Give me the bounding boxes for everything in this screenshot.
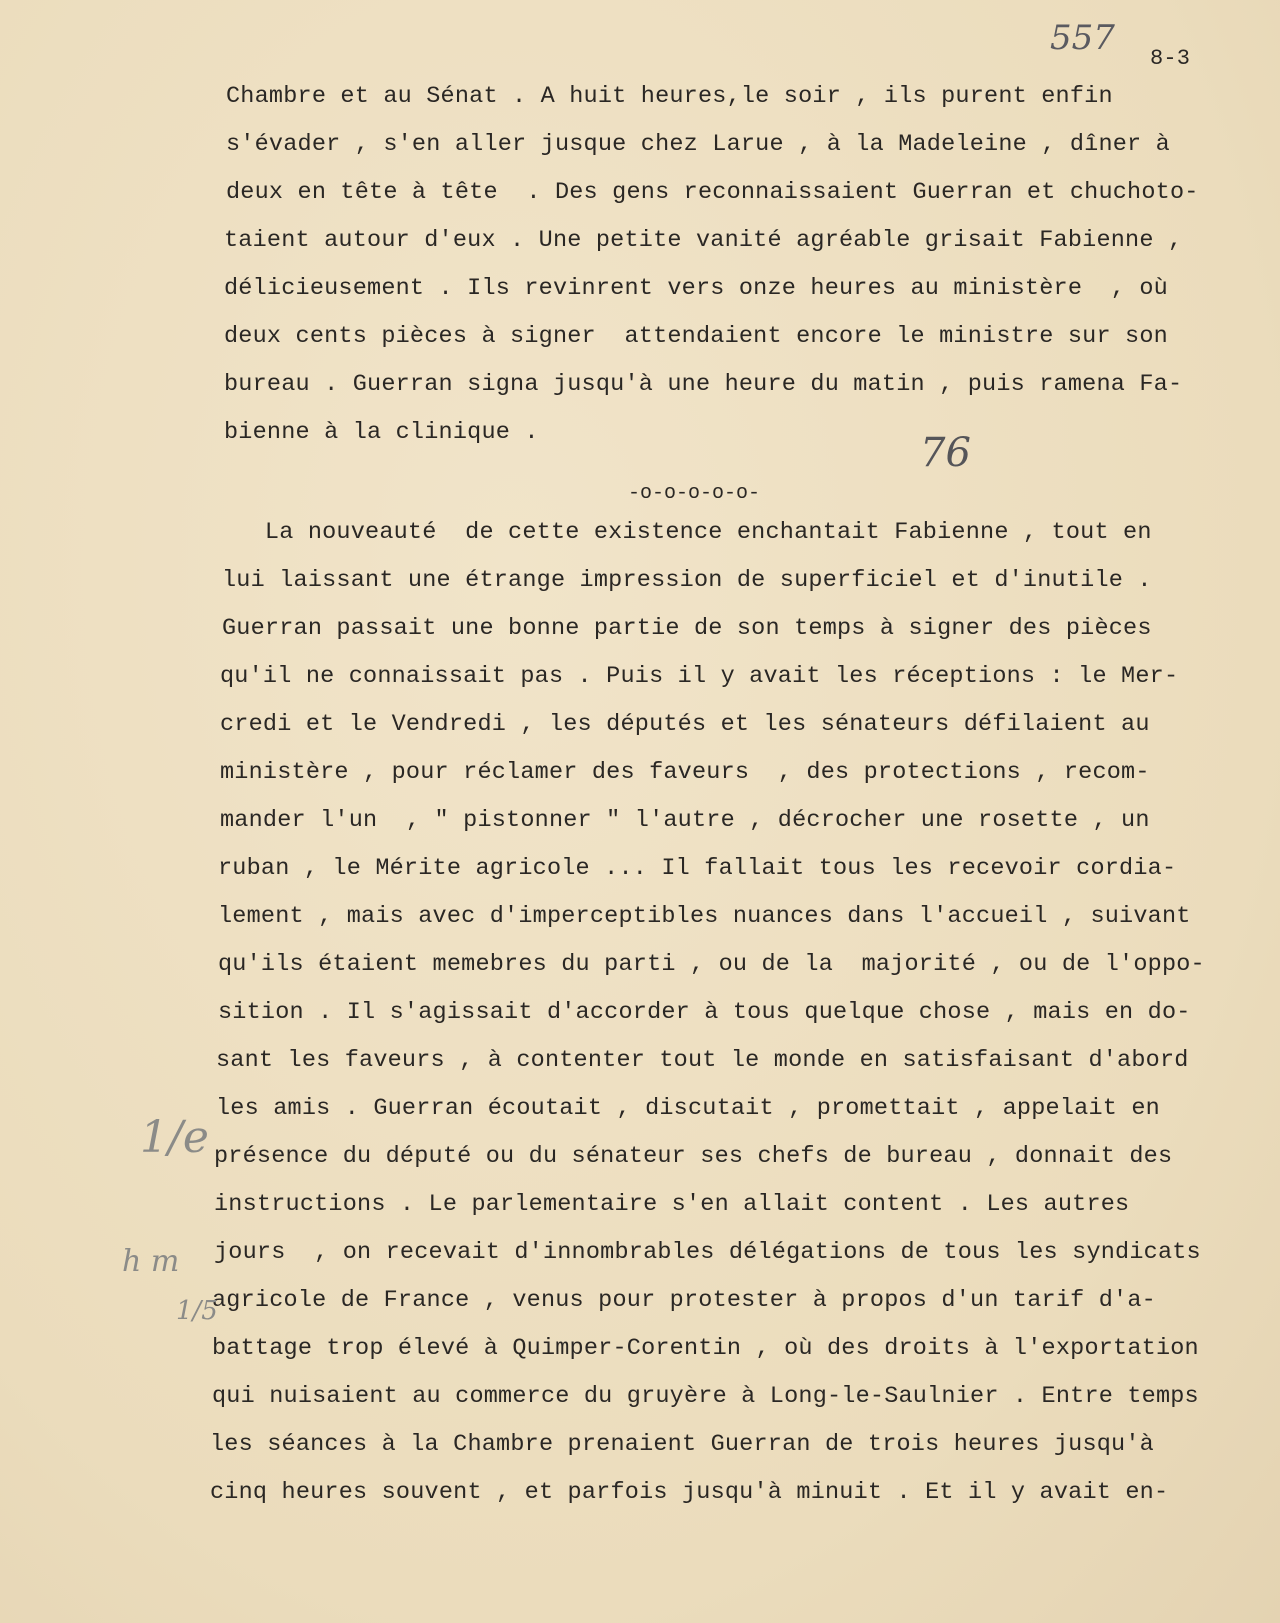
text-line: jours , on recevait d'innombrables délégations de tous les syndicats xyxy=(214,1239,1201,1266)
text-line: Chambre et au Sénat . A huit heures,le soir , ils purent enfin xyxy=(226,83,1113,110)
text-line: instructions . Le parlementaire s'en allait content . Les autres xyxy=(214,1191,1130,1218)
text-line: qui nuisaient au commerce du gruyère à Long-le-Saulnier . Entre temps xyxy=(212,1383,1199,1410)
text-line: La nouveauté de cette existence enchantait Fabienne , tout en xyxy=(222,519,1152,546)
text-line: les amis . Guerran écoutait , discutait , promettait , appelait en xyxy=(216,1095,1160,1122)
text-line: présence du député ou du sénateur ses chefs de bureau , donnait des xyxy=(214,1143,1173,1170)
text-line: ministère , pour réclamer des faveurs , des protections , recom- xyxy=(220,759,1150,786)
text-line: agricole de France , venus pour protester à propos d'un tarif d'a- xyxy=(212,1287,1156,1314)
text-line: ruban , le Mérite agricole ... Il fallait tous les recevoir cordia- xyxy=(218,855,1177,882)
text-line: sition . Il s'agissait d'accorder à tous quelque chose , mais en do- xyxy=(218,999,1191,1026)
margin-note-pencil: 1/5 xyxy=(176,1296,218,1326)
margin-note-pencil: h m xyxy=(122,1244,180,1279)
margin-note-number: 76 xyxy=(920,430,971,476)
text-line: délicieusement . Ils revinrent vers onze heures au ministère , où xyxy=(224,275,1168,302)
text-line: credi et le Vendredi , les députés et les sénateurs défilaient au xyxy=(220,711,1150,738)
margin-note-pencil: 1/e xyxy=(140,1112,209,1163)
text-line: mander l'un , " pistonner " l'autre , décrocher une rosette , un xyxy=(220,807,1150,834)
folio-number: 557 xyxy=(1050,18,1115,58)
text-line: cinq heures souvent , et parfois jusqu'à minuit . Et il y avait en- xyxy=(210,1479,1169,1506)
section-separator: -o-o-o-o-o- xyxy=(628,482,761,505)
text-line: qu'il ne connaissait pas . Puis il y avait les réceptions : le Mer- xyxy=(220,663,1179,690)
text-line: taient autour d'eux . Une petite vanité agréable grisait Fabienne , xyxy=(224,227,1183,254)
text-line: lui laissant une étrange impression de superficiel et d'inutile . xyxy=(222,567,1152,594)
text-line: bienne à la clinique . xyxy=(224,419,539,446)
text-line: deux cents pièces à signer attendaient encore le ministre sur son xyxy=(224,323,1168,350)
text-line: battage trop élevé à Quimper-Corentin , où des droits à l'exportation xyxy=(212,1335,1199,1362)
text-line: Guerran passait une bonne partie de son temps à signer des pièces xyxy=(222,615,1152,642)
text-line: deux en tête à tête . Des gens reconnaissaient Guerran et chuchoto- xyxy=(226,179,1199,206)
text-line: bureau . Guerran signa jusqu'à une heure du matin , puis ramena Fa- xyxy=(224,371,1183,398)
text-line: les séances à la Chambre prenaient Guerran de trois heures jusqu'à xyxy=(210,1431,1154,1458)
text-line: s'évader , s'en aller jusque chez Larue , à la Madeleine , dîner à xyxy=(226,131,1170,158)
text-line: qu'ils étaient memebres du parti , ou de la majorité , ou de l'oppo- xyxy=(218,951,1205,978)
page-marker: 8-3 xyxy=(1150,46,1191,71)
text-line: lement , mais avec d'imperceptibles nuances dans l'accueil , suivant xyxy=(218,903,1191,930)
text-line: sant les faveurs , à contenter tout le monde en satisfaisant d'abord xyxy=(216,1047,1189,1074)
